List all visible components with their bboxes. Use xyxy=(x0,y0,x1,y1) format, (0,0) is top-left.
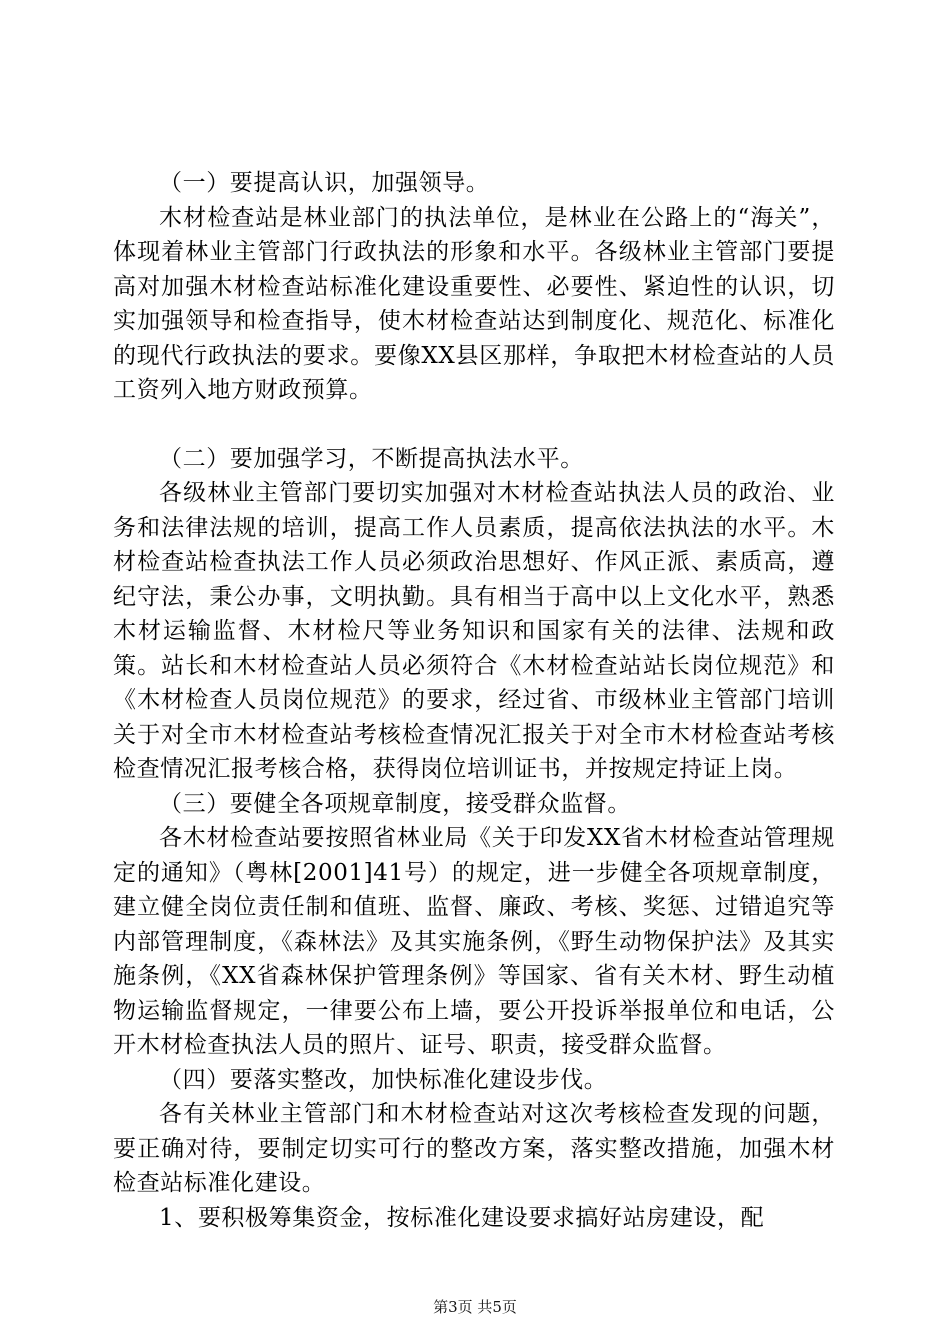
paragraph-5: 1、要积极筹集资金，按标准化建设要求搞好站房建设，配 xyxy=(159,1204,765,1231)
document-body xyxy=(113,166,835,1235)
section-heading-2: （二）要加强学习，不断提高执法水平。 xyxy=(159,445,584,472)
paragraph-2: 各级林业主管部门要切实加强对木材检查站执法人员的政治、业务和法律法规的培训，提高工作人员素质，提高依法执法的水平。木材检查站检查执法工作人员必须政治思想好、作风正派、素质高，遵纪守法，秉公办事，文明执勤。具有相当于高中以上文化水平，熟悉木材运输监督、木材检尺等业务知识和国家有关的法律、法规和政策。站长和木材检查站人员必须符合《木材检查站站长岗位规范》和《木材检查人员岗位规范》的要求，经过省、市级林业主管部门培训关于对全市木材检查站考核检查情况汇报关于对全市木材检查站考核检查情况汇报考核合格，获得岗位培训证书，并按规定持证上岗。 xyxy=(113,480,835,782)
paragraph-3: 各木材检查站要按照省林业局《关于印发XX省木材检查站管理规定的通知》（粤林[2001]41号）的规定，进一步健全各项规章制度，建立健全岗位责任制和值班、监督、廉政、考核、奖惩、过错追究等内部管理制度，《森林法》及其实施条例，《野生动物保护法》及其实施条例，《XX省森林保护管理条例》等国家、省有关木材、野生动植物运输监督规定，一律要公布上墙，要公开投诉举报单位和电话，公开木材检查执法人员的照片、证号、职责，接受群众监督。 xyxy=(113,825,835,1058)
section-heading-4: （四）要落实整改，加快标准化建设步伐。 xyxy=(159,1066,608,1093)
section-heading-1: （一）要提高认识，加强领导。 xyxy=(159,170,490,196)
paragraph-4: 各有关林业主管部门和木材检查站对这次考核检查发现的问题，要正确对待，要制定切实可行的整改方案，落实整改措施，加强木材检查站标准化建设。 xyxy=(113,1101,835,1196)
section-heading-3: （三）要健全各项规章制度，接受群众监督。 xyxy=(159,790,631,817)
paragraph-1: 木材检查站是林业部门的执法单位，是林业在公路上的“海关”，体现着林业主管部门行政执法的形象和水平。各级林业主管部门要提高对加强木材检查站标准化建设重要性、必要性、紧迫性的认识，切实加强领导和检查指导，使木材检查站达到制度化、规范化、标准化的现代行政执法的要求。要像XX县区那样，争取把木材检查站的人员工资列入地方财政预算。 xyxy=(113,204,835,403)
page-number-footer: 第3页 共5页 xyxy=(433,1298,517,1316)
